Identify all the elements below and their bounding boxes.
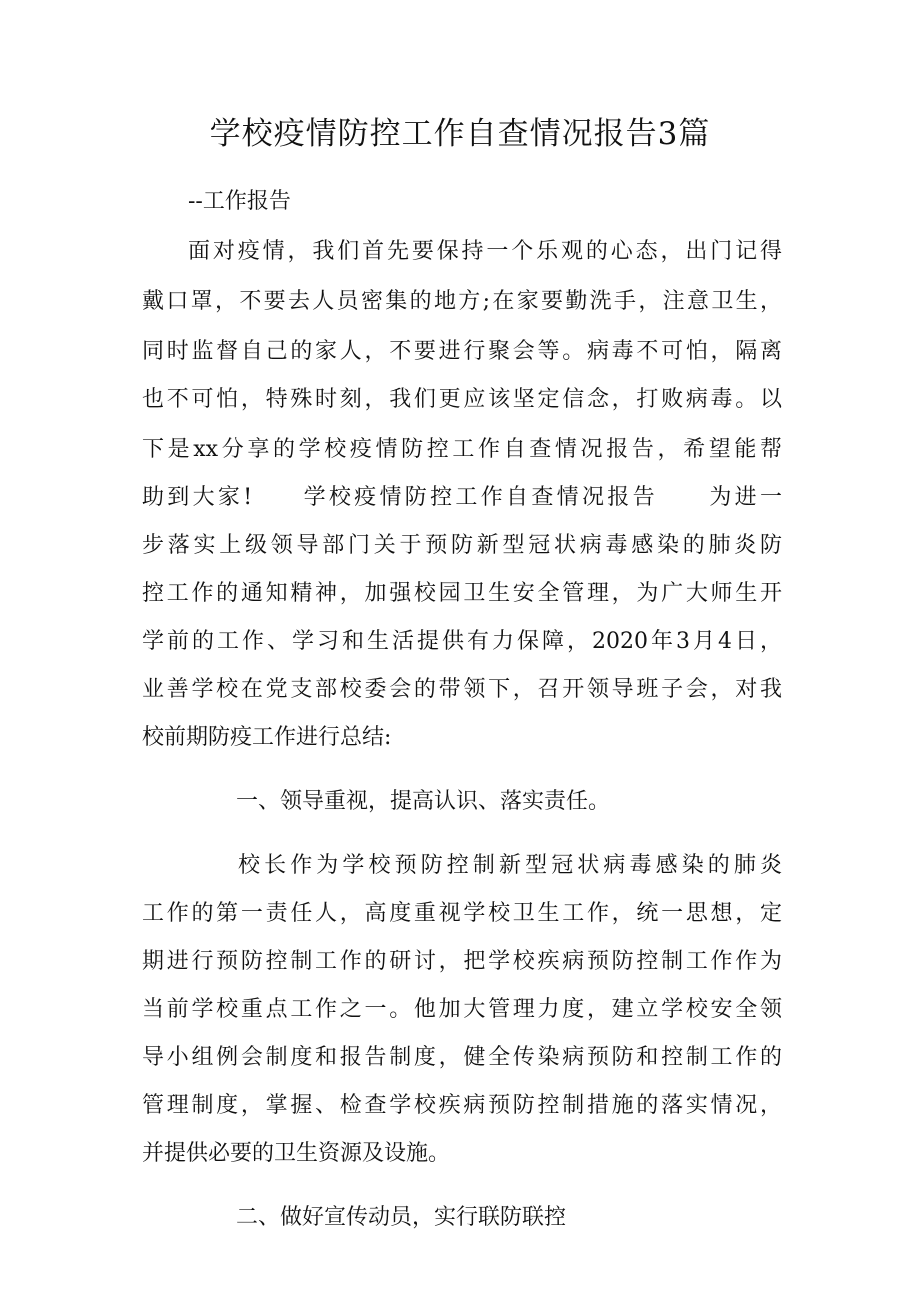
paragraph-line: 校长作为学校预防控制新型冠状病毒感染的肺炎 xyxy=(238,853,782,878)
document-title: 学校疫情防控工作自查情况报告3篇 xyxy=(209,116,711,152)
paragraph-line: 业善学校在党支部校委会的带领下，召开领导班子会，对我 xyxy=(142,677,782,702)
document-subtitle: --工作报告 xyxy=(188,189,291,214)
paragraph-line: 管理制度，掌握、检查学校疾病预防控制措施的落实情况， xyxy=(142,1093,782,1118)
paragraph-line: 学前的工作、学习和生活提供有力保障，2020年3月4日， xyxy=(142,629,782,654)
paragraph-line: 也不可怕，特殊时刻，我们更应该坚定信念，打败病毒。以 xyxy=(142,387,782,412)
paragraph-line: 助到大家! 学校疫情防控工作自查情况报告 为进一 xyxy=(142,485,782,510)
paragraph-line: 并提供必要的卫生资源及设施。 xyxy=(142,1141,451,1166)
section-heading: 二、做好宣传动员，实行联防联控 xyxy=(236,1205,567,1230)
paragraph-line: 控工作的通知精神，加强校园卫生安全管理，为广大师生开 xyxy=(142,581,782,606)
paragraph-line: 导小组例会制度和报告制度，健全传染病预防和控制工作的 xyxy=(142,1045,782,1070)
paragraph-line: 校前期防疫工作进行总结: xyxy=(142,725,392,750)
paragraph-line: 戴口罩，不要去人员密集的地方;在家要勤洗手，注意卫生， xyxy=(142,289,782,314)
section-heading: 一、领导重视，提高认识、落实责任。 xyxy=(236,789,611,814)
paragraph-line: 当前学校重点工作之一。他加大管理力度，建立学校安全领 xyxy=(142,997,782,1022)
paragraph-line: 同时监督自己的家人，不要进行聚会等。病毒不可怕，隔离 xyxy=(142,339,782,364)
paragraph-line: 下是xx分享的学校疫情防控工作自查情况报告，希望能帮 xyxy=(142,437,782,462)
paragraph-line: 工作的第一责任人，高度重视学校卫生工作，统一思想，定 xyxy=(142,901,782,926)
paragraph-line: 期进行预防控制工作的研讨，把学校疾病预防控制工作作为 xyxy=(142,949,782,974)
paragraph-line: 步落实上级领导部门关于预防新型冠状病毒感染的肺炎防 xyxy=(142,533,782,558)
paragraph-line: 面对疫情，我们首先要保持一个乐观的心态，出门记得 xyxy=(188,239,782,264)
